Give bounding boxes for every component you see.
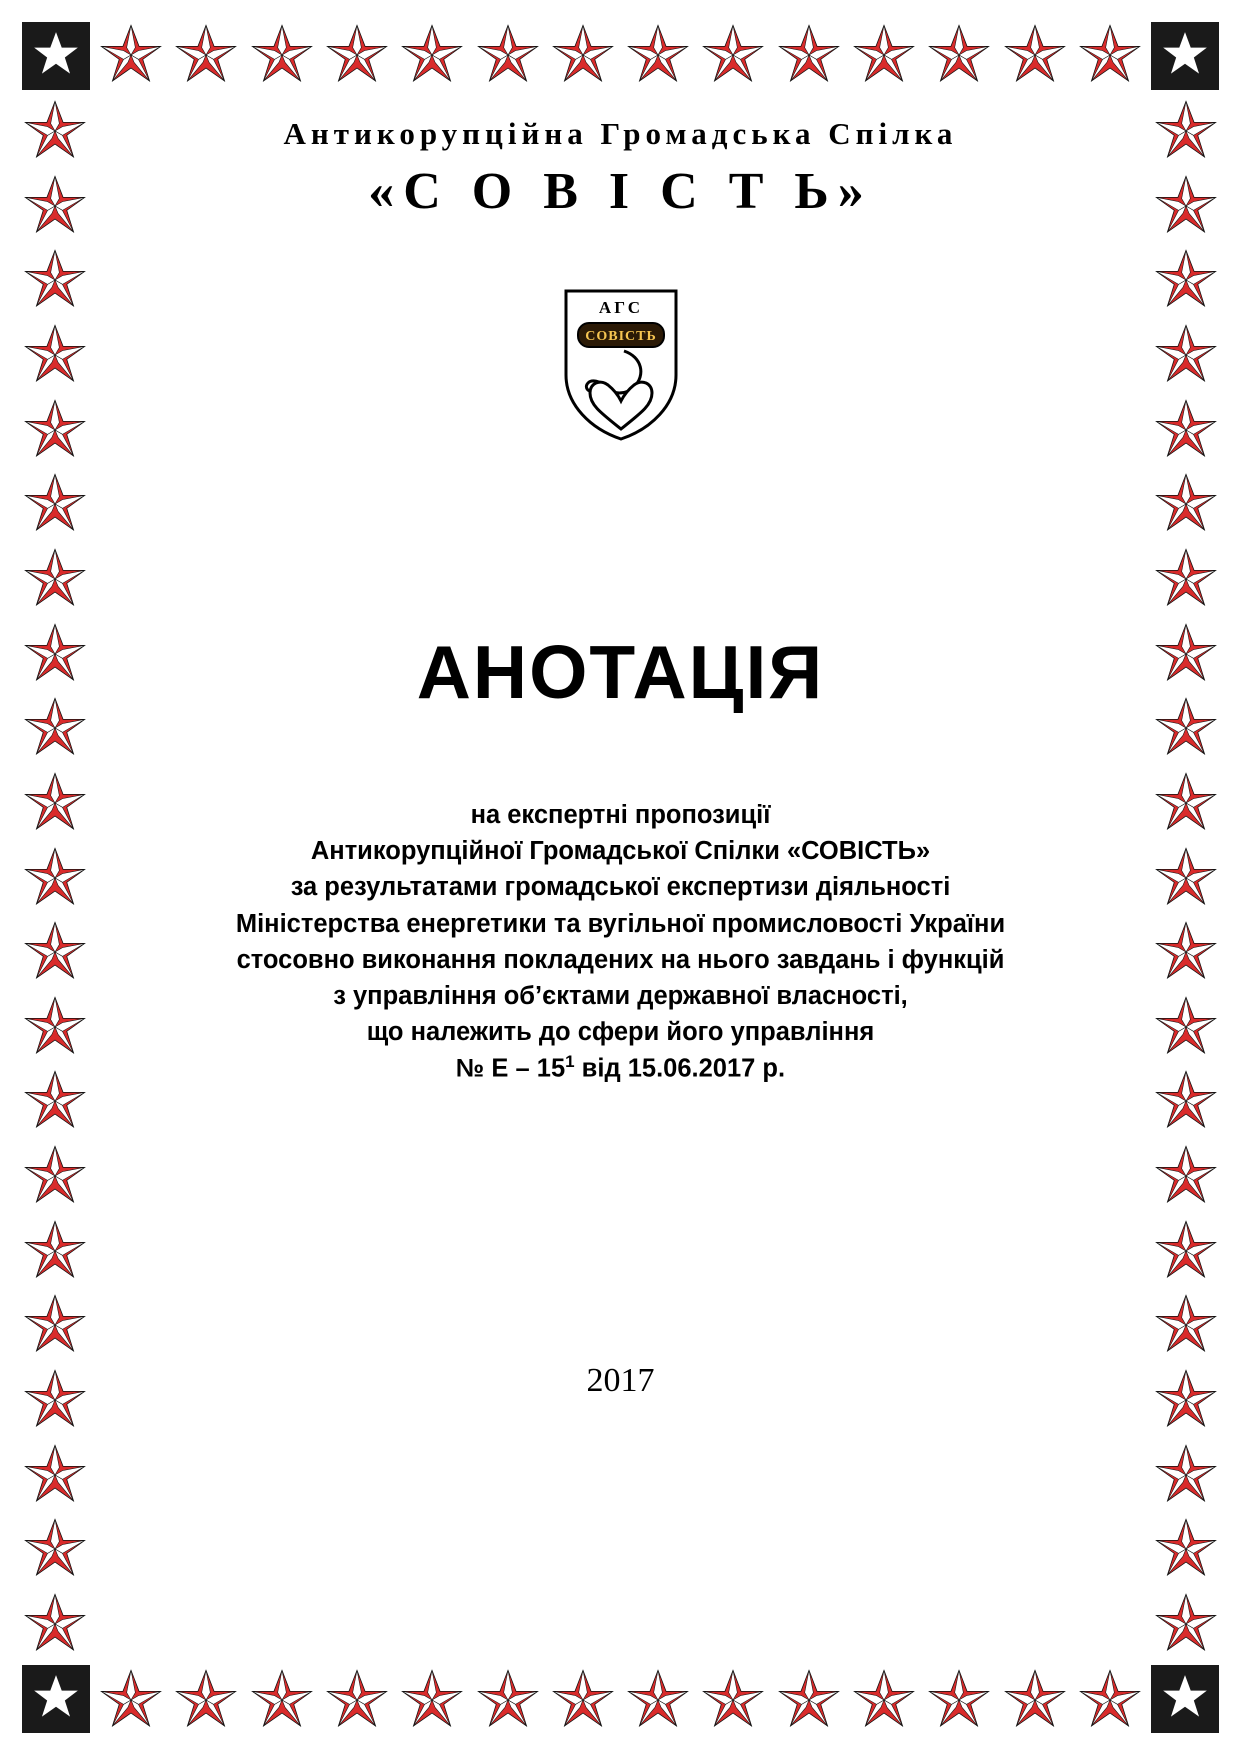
border-star-right [1155,1294,1217,1356]
border-star-right [1155,324,1217,386]
border-star-right [1155,921,1217,983]
subtitle-line-7: що належить до сфери його управління [366,1018,875,1047]
border-star-top [627,24,689,86]
border-star-bottom [702,1669,764,1731]
border-star-bottom [100,1669,162,1731]
border-star-right [1155,175,1217,237]
subtitle-line-3: за результатами громадської експертизи діяльності [290,873,951,902]
subtitle-line-5: стосовно виконання покладених на нього завдань і функцій [236,945,1005,974]
border-star-right [1155,996,1217,1058]
document-subtitle [110,797,1131,1087]
border-star-bottom [778,1669,840,1731]
corner-ornament-bottom-left [22,1665,90,1733]
border-star-left [24,697,86,759]
border-star-left [24,1294,86,1356]
border-star-left [24,1444,86,1506]
logo-top-text: АГС [598,298,643,317]
border-star-left [24,1593,86,1655]
border-star-top [477,24,539,86]
organization-line: Антикорупційна Громадська Спілка [283,116,958,151]
border-star-left [24,324,86,386]
document-reference [110,1050,1131,1087]
border-star-bottom [853,1669,915,1731]
border-star-left [24,623,86,685]
border-star-right [1155,399,1217,461]
border-star-bottom [251,1669,313,1731]
border-star-bottom [627,1669,689,1731]
corner-ornament-top-right [1151,22,1219,90]
border-star-bottom [1079,1669,1141,1731]
logo-badge-text: СОВІСТЬ [584,329,657,344]
border-star-bottom [1004,1669,1066,1731]
border-star-left [24,548,86,610]
border-star-left [24,1220,86,1282]
border-star-bottom [477,1669,539,1731]
border-star-left [24,996,86,1058]
border-star-left [24,249,86,311]
border-star-top [853,24,915,86]
border-star-top [326,24,388,86]
border-star-top [552,24,614,86]
border-star-right [1155,1070,1217,1132]
border-star-right [1155,473,1217,535]
corner-ornament-top-left [22,22,90,90]
border-star-right [1155,1145,1217,1207]
border-star-top [100,24,162,86]
border-star-top [1004,24,1066,86]
border-star-right [1155,772,1217,834]
border-star-left [24,175,86,237]
page-title: АНОТАЦІЯ [416,630,825,714]
border-star-left [24,921,86,983]
border-star-top [401,24,463,86]
subtitle-line-4: Міністерства енергетики та вугільної промисловості України [235,909,1006,938]
border-star-left [24,1518,86,1580]
border-star-bottom [401,1669,463,1731]
organization-name: «С О В І С Т Ь» [368,163,873,220]
border-star-top [251,24,313,86]
corner-ornament-bottom-right [1151,1665,1219,1733]
border-star-left [24,399,86,461]
document-year: 2017 [586,1362,655,1399]
border-star-right [1155,623,1217,685]
border-star-left [24,473,86,535]
reference-superscript: 1 [565,1052,575,1072]
subtitle-line-2: Антикорупційної Громадської Спілки «СОВІСТЬ» [310,837,931,866]
border-star-bottom [552,1669,614,1731]
border-star-right [1155,1220,1217,1282]
border-star-right [1155,548,1217,610]
border-star-left [24,1070,86,1132]
border-star-left [24,1369,86,1431]
subtitle-line-6: з управління об’єктами державної власності, [333,982,908,1011]
border-star-bottom [175,1669,237,1731]
reference-suffix: від 15.06.2017 р. [574,1054,786,1083]
border-star-right [1155,100,1217,162]
reference-prefix: № Е – 15 [455,1054,566,1083]
document-content [110,100,1131,1660]
border-star-left [24,772,86,834]
border-star-left [24,100,86,162]
border-star-right [1155,1444,1217,1506]
border-star-right [1155,249,1217,311]
border-star-right [1155,697,1217,759]
border-star-top [1079,24,1141,86]
border-star-left [24,847,86,909]
border-star-right [1155,1518,1217,1580]
border-star-top [702,24,764,86]
border-star-top [928,24,990,86]
border-star-right [1155,847,1217,909]
border-star-top [778,24,840,86]
subtitle-line-1: на експертні пропозиції [470,801,771,829]
border-star-top [175,24,237,86]
organization-logo [110,279,1131,449]
border-star-bottom [928,1669,990,1731]
border-star-left [24,1145,86,1207]
border-star-right [1155,1369,1217,1431]
border-star-right [1155,1593,1217,1655]
border-star-bottom [326,1669,388,1731]
